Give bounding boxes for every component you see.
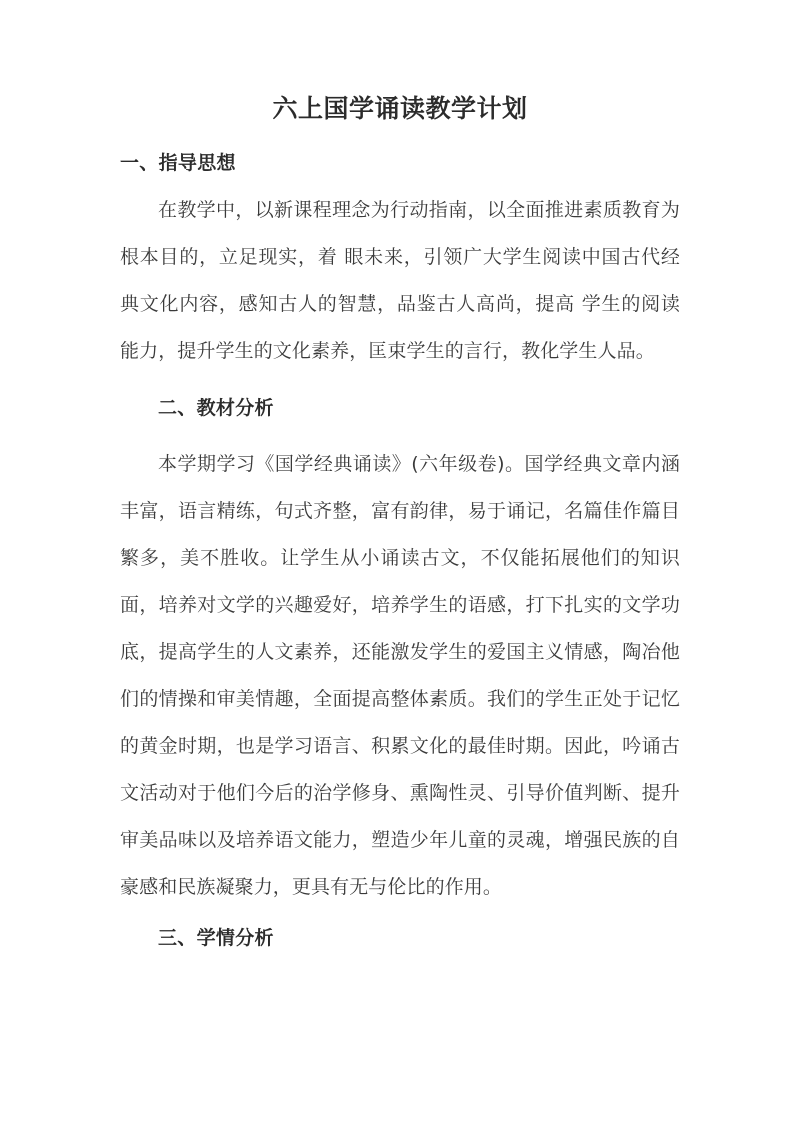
document-content [120, 0, 680, 962]
section-paragraph-guiding-ideology: 在教学中，以新课程理念为行动指南，以全面推进素质教育为根本目的，立足现实，着 眼未来，引领广大学生阅读中国古代经典文化内容，感知古人的智慧，品鉴古人高尚，提高 学生的阅读能力，提升学生的文化素养，匡束学生的言行，教化学生人品。 [120, 199, 680, 362]
section-spacer-1 [120, 375, 680, 385]
section-paragraph-textbook-analysis: 本学期学习《国学经典诵读》(六年级卷)。国学经典文章内涵丰富，语言精练，句式齐整，富有韵律，易于诵记，名篇佳作篇目繁多，美不胜收。让学生从小诵读古文，不仅能拓展他们的知识面，培养对文学的兴趣爱好，培养学生的语感，打下扎实的文学功底，提高学生的人文素养，还能激发学生的爱国主义情感，陶冶他们的情操和审美情趣，全面提高整体素质。我们的学生正处于记忆的黄金时期，也是学习语言、积累文化的最佳时期。因此，吟诵古文活动对于他们今后的治学修身、熏陶性灵、引导价值判断、提升审美品味以及培养语文能力，塑造少年儿童的灵魂，增强民族的自豪感和民族凝聚力，更具有无与伦比的作用。 [120, 453, 680, 898]
page-title: 六上国学诵读教学计划 [272, 94, 528, 123]
section-heading-student-analysis: 三、学情分析 [158, 927, 274, 949]
section-heading-guiding-ideology: 一、指导思想 [120, 152, 236, 174]
section-heading-textbook-analysis: 二、教材分析 [158, 397, 274, 419]
